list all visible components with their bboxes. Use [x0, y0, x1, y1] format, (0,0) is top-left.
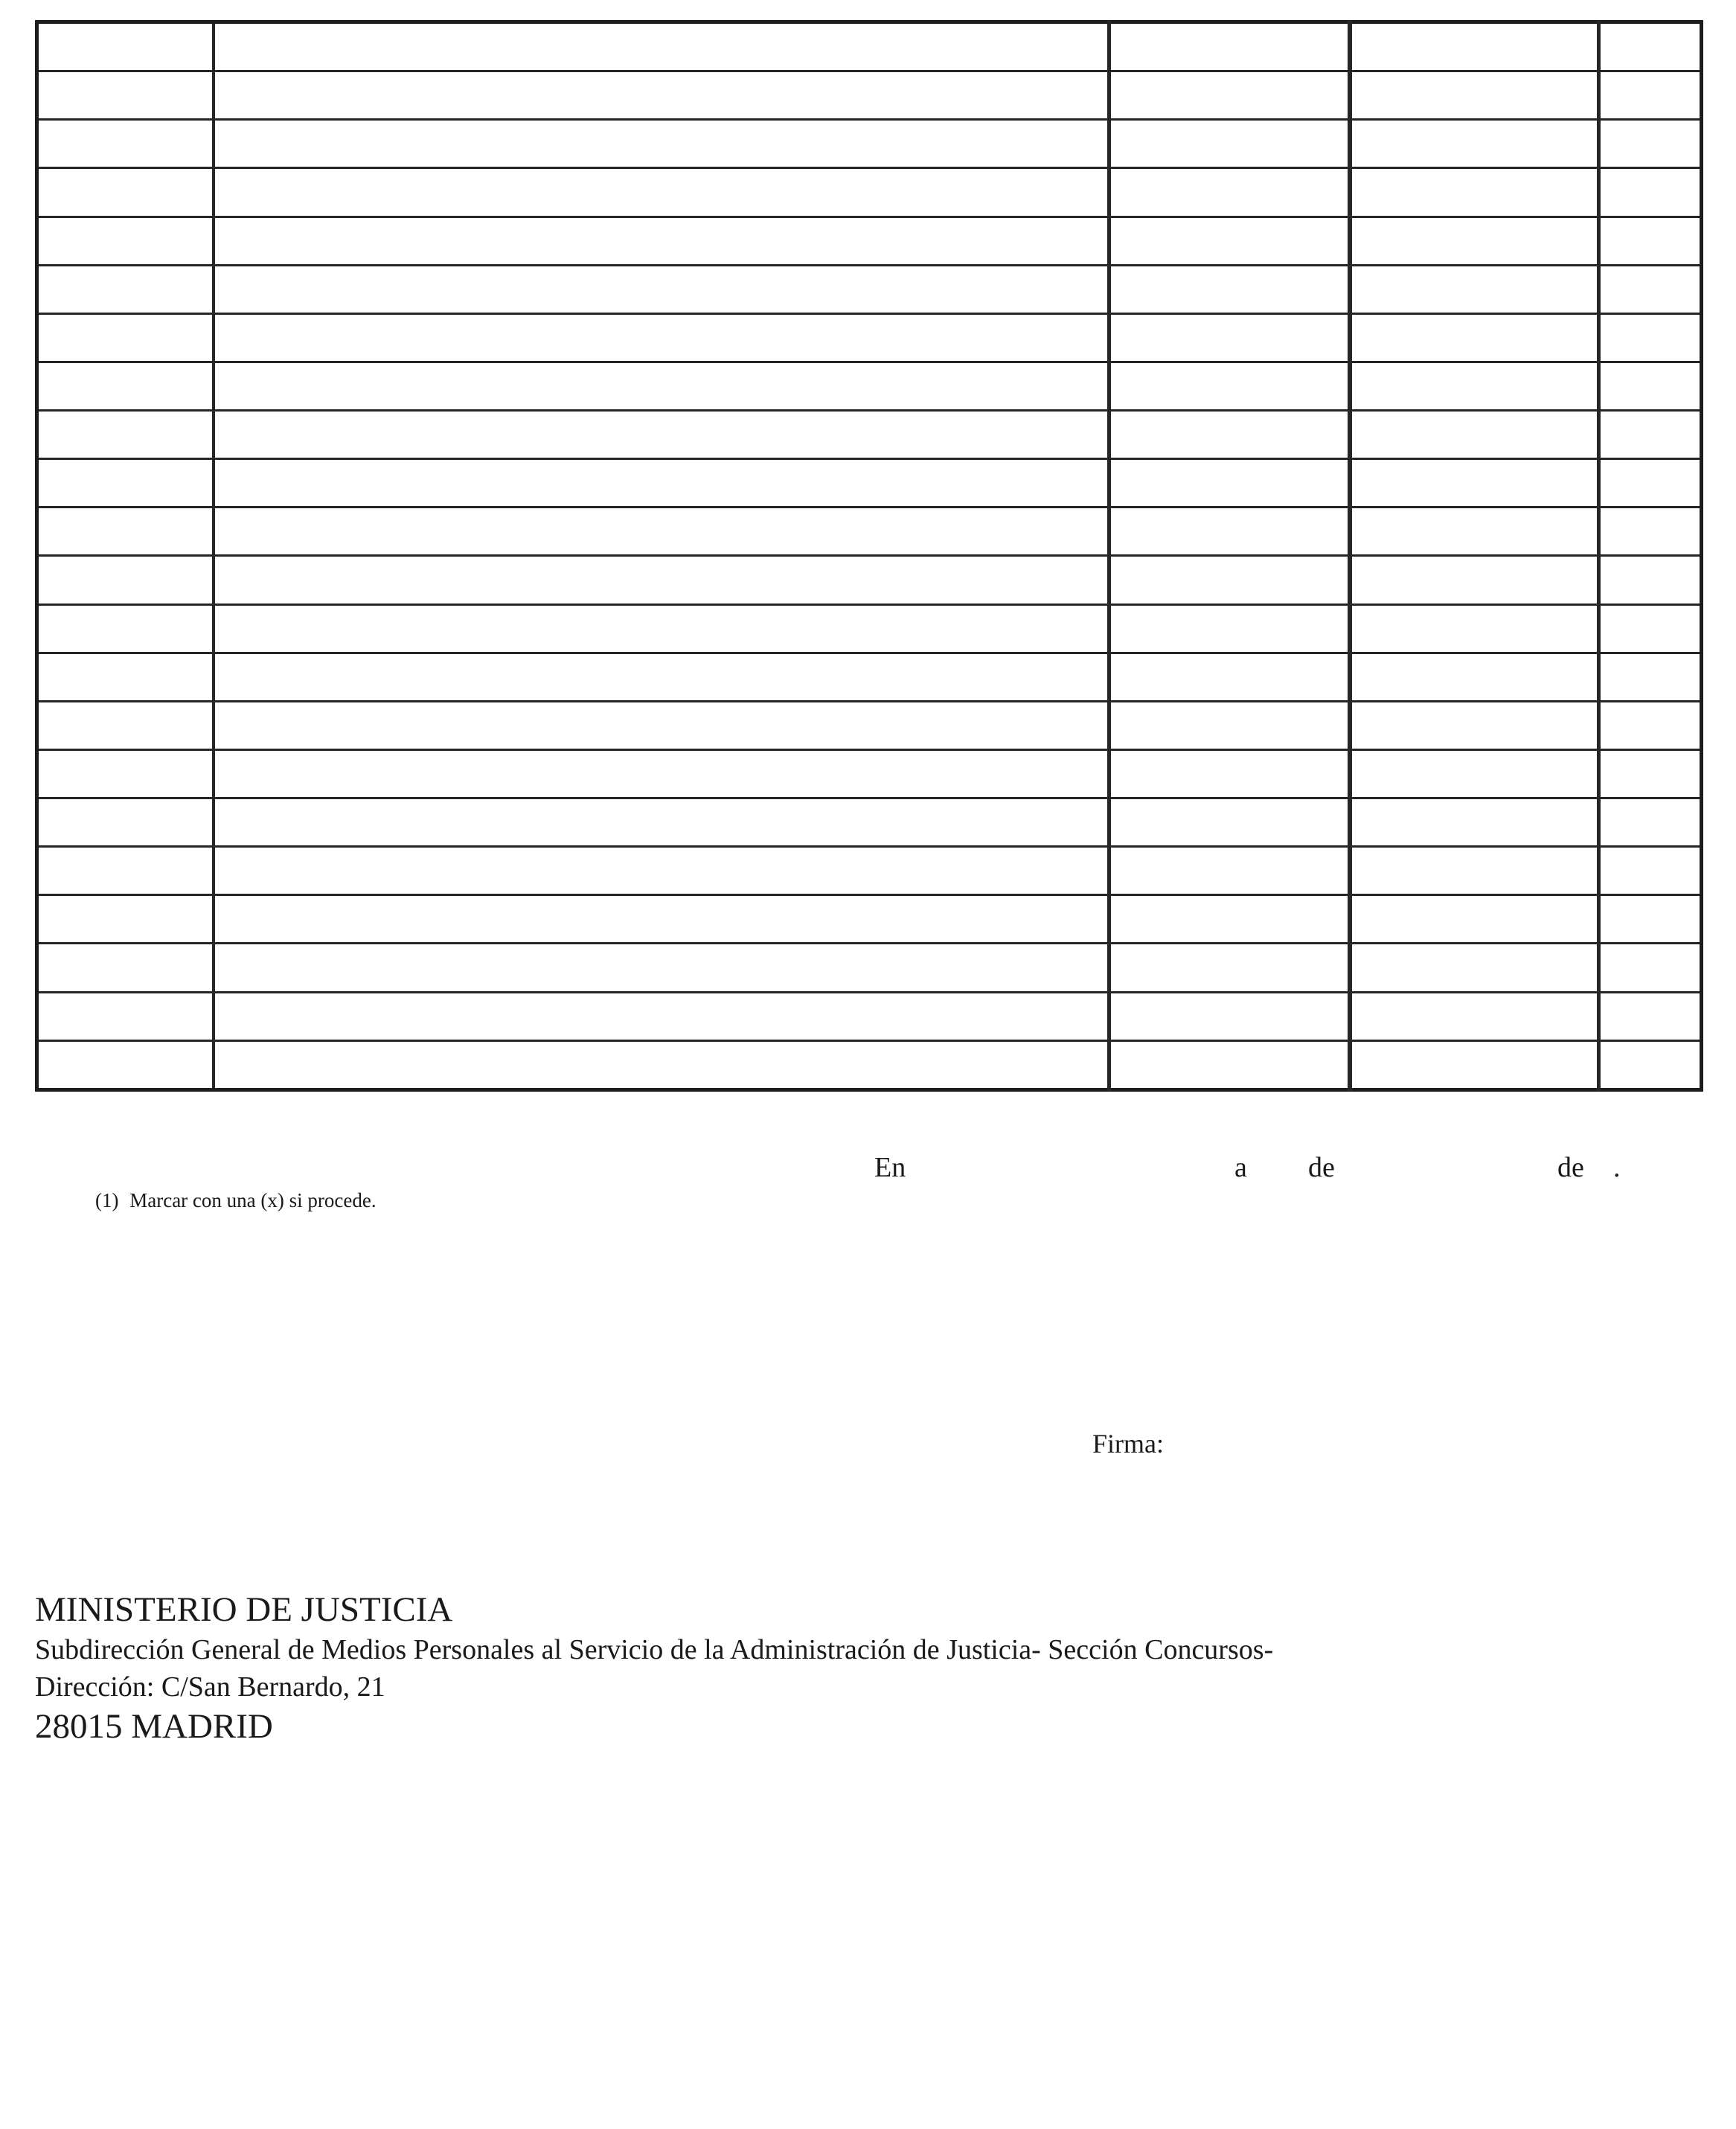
- table-cell[interactable]: [37, 508, 214, 556]
- date-de-label-2: de: [1557, 1152, 1584, 1183]
- table-cell[interactable]: [1109, 992, 1350, 1040]
- table-cell[interactable]: [1350, 944, 1599, 992]
- table-cell[interactable]: [1109, 847, 1350, 895]
- table-cell[interactable]: [214, 749, 1109, 798]
- table-cell[interactable]: [1109, 120, 1350, 168]
- table-cell[interactable]: [1109, 895, 1350, 944]
- table-cell[interactable]: [1350, 265, 1599, 313]
- table-cell[interactable]: [1350, 71, 1599, 120]
- signature-label: Firma:: [1092, 1429, 1164, 1459]
- table-cell[interactable]: [1599, 749, 1702, 798]
- table-cell[interactable]: [214, 556, 1109, 604]
- table-cell[interactable]: [214, 22, 1109, 71]
- table-cell[interactable]: [214, 168, 1109, 217]
- table-cell[interactable]: [37, 556, 214, 604]
- table-cell[interactable]: [1350, 653, 1599, 701]
- table-cell[interactable]: [1109, 653, 1350, 701]
- table-cell[interactable]: [37, 71, 214, 120]
- table-cell[interactable]: [37, 847, 214, 895]
- table-cell[interactable]: [1599, 944, 1702, 992]
- form-table: [35, 20, 1703, 1092]
- table-cell[interactable]: [214, 701, 1109, 749]
- footnote-text: Marcar con una (x) si procede.: [129, 1189, 377, 1211]
- footnote: [95, 1191, 377, 1211]
- table-cell[interactable]: [1109, 556, 1350, 604]
- table-cell[interactable]: [37, 895, 214, 944]
- table-cell[interactable]: [37, 459, 214, 508]
- footnote-marker: (1): [95, 1189, 119, 1211]
- form-table-body: [37, 22, 1702, 1090]
- table-cell[interactable]: [1350, 895, 1599, 944]
- table-cell[interactable]: [214, 411, 1109, 459]
- table-cell[interactable]: [1109, 944, 1350, 992]
- table-row: [37, 362, 1702, 410]
- table-row: [37, 847, 1702, 895]
- table-cell[interactable]: [1109, 217, 1350, 265]
- subdirection-name: Subdirección General de Medios Personales al Servicio de la Administración de Justicia- Sección Concursos-: [35, 1634, 1274, 1665]
- table-cell[interactable]: [1350, 604, 1599, 653]
- table-row: [37, 701, 1702, 749]
- table-cell[interactable]: [214, 944, 1109, 992]
- table-row: [37, 992, 1702, 1040]
- table-cell[interactable]: [37, 217, 214, 265]
- table-cell[interactable]: [1109, 313, 1350, 362]
- table-cell[interactable]: [1350, 362, 1599, 410]
- table-cell[interactable]: [214, 217, 1109, 265]
- table-cell[interactable]: [1350, 992, 1599, 1040]
- table-cell[interactable]: [1599, 265, 1702, 313]
- table-row: [37, 459, 1702, 508]
- table-cell[interactable]: [1599, 895, 1702, 944]
- table-cell[interactable]: [1350, 847, 1599, 895]
- table-row: [37, 411, 1702, 459]
- table-cell[interactable]: [37, 265, 214, 313]
- table-cell[interactable]: [1350, 1040, 1599, 1089]
- table-cell[interactable]: [37, 749, 214, 798]
- postal-city: 28015 MADRID: [35, 1707, 273, 1746]
- table-cell[interactable]: [1599, 22, 1702, 71]
- table-cell[interactable]: [1350, 411, 1599, 459]
- table-cell[interactable]: [1599, 508, 1702, 556]
- table-row: [37, 604, 1702, 653]
- table-cell[interactable]: [1109, 265, 1350, 313]
- table-cell[interactable]: [1350, 168, 1599, 217]
- table-row: [37, 944, 1702, 992]
- table-cell[interactable]: [37, 120, 214, 168]
- date-a-label: a: [1234, 1152, 1247, 1183]
- table-row: [37, 71, 1702, 120]
- table-cell[interactable]: [1599, 992, 1702, 1040]
- table-cell[interactable]: [37, 604, 214, 653]
- table-cell[interactable]: [214, 604, 1109, 653]
- table-cell[interactable]: [1599, 847, 1702, 895]
- table-cell[interactable]: [1109, 22, 1350, 71]
- table-row: [37, 895, 1702, 944]
- table-cell[interactable]: [1109, 701, 1350, 749]
- table-cell[interactable]: [1109, 71, 1350, 120]
- date-period: .: [1613, 1152, 1621, 1183]
- table-cell[interactable]: [37, 798, 214, 847]
- table-cell[interactable]: [1350, 120, 1599, 168]
- table-cell[interactable]: [37, 22, 214, 71]
- table-cell[interactable]: [1109, 604, 1350, 653]
- ministry-name: MINISTERIO DE JUSTICIA: [35, 1590, 453, 1629]
- table-cell[interactable]: [214, 847, 1109, 895]
- table-cell[interactable]: [1599, 120, 1702, 168]
- date-en-label: En: [874, 1152, 906, 1183]
- table-row: [37, 653, 1702, 701]
- table-cell[interactable]: [1109, 798, 1350, 847]
- table-cell[interactable]: [214, 265, 1109, 313]
- table-cell[interactable]: [1350, 22, 1599, 71]
- table-cell[interactable]: [1599, 459, 1702, 508]
- table-cell[interactable]: [214, 1040, 1109, 1089]
- table-cell[interactable]: [214, 653, 1109, 701]
- table-cell[interactable]: [1109, 749, 1350, 798]
- table-cell[interactable]: [37, 313, 214, 362]
- table-row: [37, 1040, 1702, 1089]
- table-cell[interactable]: [1350, 459, 1599, 508]
- table-row: [37, 217, 1702, 265]
- table-cell[interactable]: [214, 120, 1109, 168]
- table-row: [37, 120, 1702, 168]
- table-row: [37, 265, 1702, 313]
- table-cell[interactable]: [1350, 217, 1599, 265]
- table-row: [37, 168, 1702, 217]
- table-cell[interactable]: [1599, 71, 1702, 120]
- table-cell[interactable]: [1350, 701, 1599, 749]
- street-address: Dirección: C/San Bernardo, 21: [35, 1671, 385, 1703]
- table-cell[interactable]: [1350, 508, 1599, 556]
- table-cell[interactable]: [37, 653, 214, 701]
- table-cell[interactable]: [1350, 556, 1599, 604]
- table-cell[interactable]: [214, 895, 1109, 944]
- table-cell[interactable]: [1599, 313, 1702, 362]
- table-cell[interactable]: [1599, 168, 1702, 217]
- date-de-label: de: [1308, 1152, 1335, 1183]
- table-row: [37, 749, 1702, 798]
- table-row: [37, 22, 1702, 71]
- table-cell[interactable]: [1109, 168, 1350, 217]
- table-cell[interactable]: [37, 168, 214, 217]
- table-cell[interactable]: [1109, 362, 1350, 410]
- table-cell[interactable]: [214, 459, 1109, 508]
- table-cell[interactable]: [1599, 556, 1702, 604]
- table-cell[interactable]: [1599, 411, 1702, 459]
- table-cell[interactable]: [1599, 701, 1702, 749]
- table-cell[interactable]: [1599, 217, 1702, 265]
- table-cell[interactable]: [37, 411, 214, 459]
- table-cell[interactable]: [214, 798, 1109, 847]
- table-cell[interactable]: [1109, 508, 1350, 556]
- table-cell[interactable]: [1599, 798, 1702, 847]
- table-cell[interactable]: [1109, 1040, 1350, 1089]
- table-cell[interactable]: [1599, 653, 1702, 701]
- table-cell[interactable]: [1350, 798, 1599, 847]
- table-row: [37, 798, 1702, 847]
- table-cell[interactable]: [214, 313, 1109, 362]
- table-cell[interactable]: [214, 362, 1109, 410]
- table-cell[interactable]: [37, 362, 214, 410]
- table-row: [37, 313, 1702, 362]
- table-cell[interactable]: [1109, 411, 1350, 459]
- table-cell[interactable]: [214, 71, 1109, 120]
- table-cell[interactable]: [1350, 313, 1599, 362]
- table-row: [37, 508, 1702, 556]
- table-cell[interactable]: [37, 944, 214, 992]
- table-cell[interactable]: [37, 992, 214, 1040]
- table-cell[interactable]: [37, 701, 214, 749]
- table-cell[interactable]: [1350, 749, 1599, 798]
- table-cell[interactable]: [1599, 1040, 1702, 1089]
- table-cell[interactable]: [1599, 362, 1702, 410]
- table-cell[interactable]: [214, 992, 1109, 1040]
- table-cell[interactable]: [214, 508, 1109, 556]
- table-cell[interactable]: [1109, 459, 1350, 508]
- table-cell[interactable]: [37, 1040, 214, 1089]
- table-row: [37, 556, 1702, 604]
- table-cell[interactable]: [1599, 604, 1702, 653]
